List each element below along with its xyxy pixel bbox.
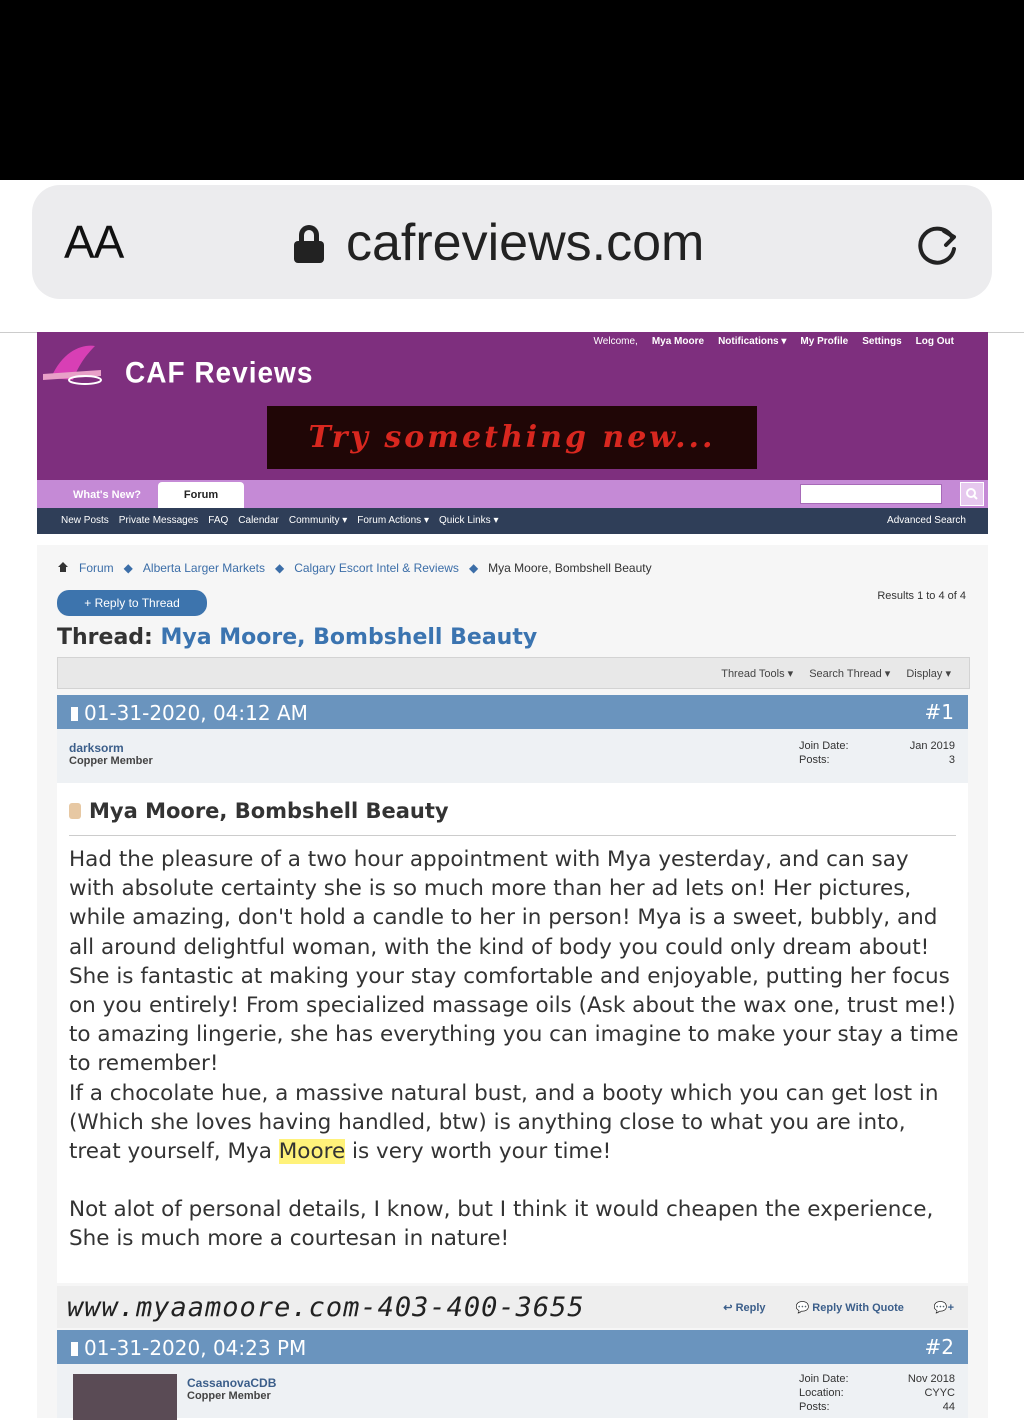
url-field[interactable] (32, 185, 992, 299)
breadcrumb (57, 561, 652, 575)
home-icon[interactable] (57, 561, 69, 573)
post-header (57, 695, 968, 729)
search-thread-menu[interactable]: Search Thread ▾ (809, 668, 891, 680)
post-signature: www.myaamoore.com-403-400-3655 (67, 1292, 585, 1323)
subnav-faq[interactable]: FAQ (208, 515, 229, 526)
header-banner (267, 406, 757, 469)
lock-icon (294, 225, 324, 263)
subnav-community[interactable]: Community ▾ (288, 515, 348, 526)
my-profile-link[interactable]: My Profile (800, 336, 849, 347)
thread-prefix: Thread: (57, 625, 153, 650)
post-message (69, 845, 959, 1254)
subnav-calendar[interactable]: Calendar (238, 515, 279, 526)
page-title (57, 625, 537, 650)
forum-page (37, 332, 988, 1418)
subnav-quick-links[interactable]: Quick Links ▾ (438, 515, 499, 526)
sub-nav (37, 508, 988, 534)
breadcrumb-separator: ◆ (468, 561, 479, 575)
post-icon (69, 803, 81, 819)
main-nav (37, 480, 988, 508)
message-paragraph: If a chocolate hue, a massive natural bust, and a booty which you can get lost in (Which she loves having handled, btw) is anything close to what you are into, treat yourself, Mya Moore is very worth your time! (69, 1080, 939, 1165)
tab-whats-new[interactable]: What's New? (72, 489, 141, 501)
post-subject: Mya Moore, Bombshell Beauty (69, 799, 449, 823)
subnav-private-messages[interactable]: Private Messages (118, 515, 199, 526)
subnav-forum-actions[interactable]: Forum Actions ▾ (357, 515, 429, 526)
reply-to-thread-button[interactable]: + Reply to Thread (57, 590, 207, 616)
notifications-menu[interactable]: Notifications ▾ (718, 336, 787, 347)
post-user-info (57, 729, 968, 783)
post-number[interactable]: #2 (924, 1335, 954, 1359)
multi-quote-icon[interactable]: 💬+ (933, 1302, 954, 1314)
user-rank: Copper Member (187, 1390, 271, 1402)
post-date: 01-31-2020, 04:12 AM (71, 701, 308, 725)
user-stats: Join Date: Nov 2018 Location: CYYC Posts: 44 (799, 1373, 955, 1413)
post-body (57, 783, 968, 1283)
results-count: Results 1 to 4 of 4 (877, 590, 966, 602)
breadcrumb-separator: ◆ (123, 561, 133, 575)
message-paragraph: Had the pleasure of a two hour appointment with Mya yesterday, and can say with absolute certainty she is so much more than her ad lets on! Her pictures, while amazing, don't hold a candle to her in person! Mya is a sweet, bubbly, and all around delightful woman, with the kind of body you could only dream about! She is fantastic at making your stay comfortable and enjoyable, putting her focus on you entirely! From specialized massage oils (Ask about the wax one, trust me!) to amazing lingerie, she has everything you can imagine to make your stay a time to remember! (69, 847, 959, 1077)
url-text: cafreviews.com (346, 214, 705, 272)
tab-forum[interactable]: Forum (158, 482, 244, 508)
breadcrumb-calgary[interactable]: Calgary Escort Intel & Reviews (294, 561, 459, 575)
reply-button[interactable]: ↩ Reply (723, 1302, 766, 1314)
post-footer (57, 1286, 968, 1328)
reply-with-quote-button[interactable]: 💬 Reply With Quote (795, 1302, 904, 1314)
browser-address-bar (0, 180, 1024, 333)
divider (69, 835, 956, 836)
advanced-search-link[interactable]: Advanced Search (887, 515, 966, 526)
post-number[interactable]: #1 (924, 700, 954, 724)
post-date: 01-31-2020, 04:23 PM (71, 1336, 306, 1360)
text-size-button[interactable]: AA (64, 216, 124, 268)
status-bar-area (0, 0, 1024, 180)
post-user-info (57, 1364, 968, 1418)
display-menu[interactable]: Display ▾ (906, 668, 951, 680)
post-username[interactable]: CassanovaCDB (187, 1376, 277, 1390)
post-header (57, 1330, 968, 1364)
post-username[interactable]: darksorm (69, 741, 124, 755)
banner-text: Try something new... (308, 420, 716, 455)
thread-title-text: Mya Moore, Bombshell Beauty (160, 625, 538, 650)
search-button[interactable] (960, 482, 984, 506)
logo-icon (43, 340, 103, 390)
thread-tools-bar (57, 657, 970, 689)
reload-icon[interactable] (912, 219, 964, 271)
thread-content (37, 545, 988, 1418)
breadcrumb-alberta[interactable]: Alberta Larger Markets (142, 561, 265, 575)
breadcrumb-current: Mya Moore, Bombshell Beauty (488, 561, 652, 575)
user-links (594, 336, 954, 347)
search-highlight: Moore (278, 1139, 346, 1165)
site-header (37, 332, 988, 480)
avatar[interactable] (73, 1374, 177, 1420)
welcome-text: Welcome, (593, 336, 638, 347)
logout-link[interactable]: Log Out (915, 336, 954, 347)
message-paragraph: Not alot of personal details, I know, but I think it would cheapen the experience, She is much more a courtesan in nature! (69, 1197, 934, 1252)
site-logo-text[interactable]: CAF Reviews (125, 356, 314, 389)
breadcrumb-separator: ◆ (274, 561, 285, 575)
user-rank: Copper Member (69, 755, 153, 767)
breadcrumb-forum[interactable]: Forum (79, 561, 114, 575)
settings-link[interactable]: Settings (862, 336, 902, 347)
search-input[interactable] (800, 484, 942, 504)
subnav-new-posts[interactable]: New Posts (61, 515, 109, 526)
thread-tools-menu[interactable]: Thread Tools ▾ (721, 668, 794, 680)
username-link[interactable]: Mya Moore (651, 336, 705, 347)
search-icon (961, 483, 983, 505)
user-stats: Join Date: Jan 2019 Posts: 3 (799, 740, 955, 766)
